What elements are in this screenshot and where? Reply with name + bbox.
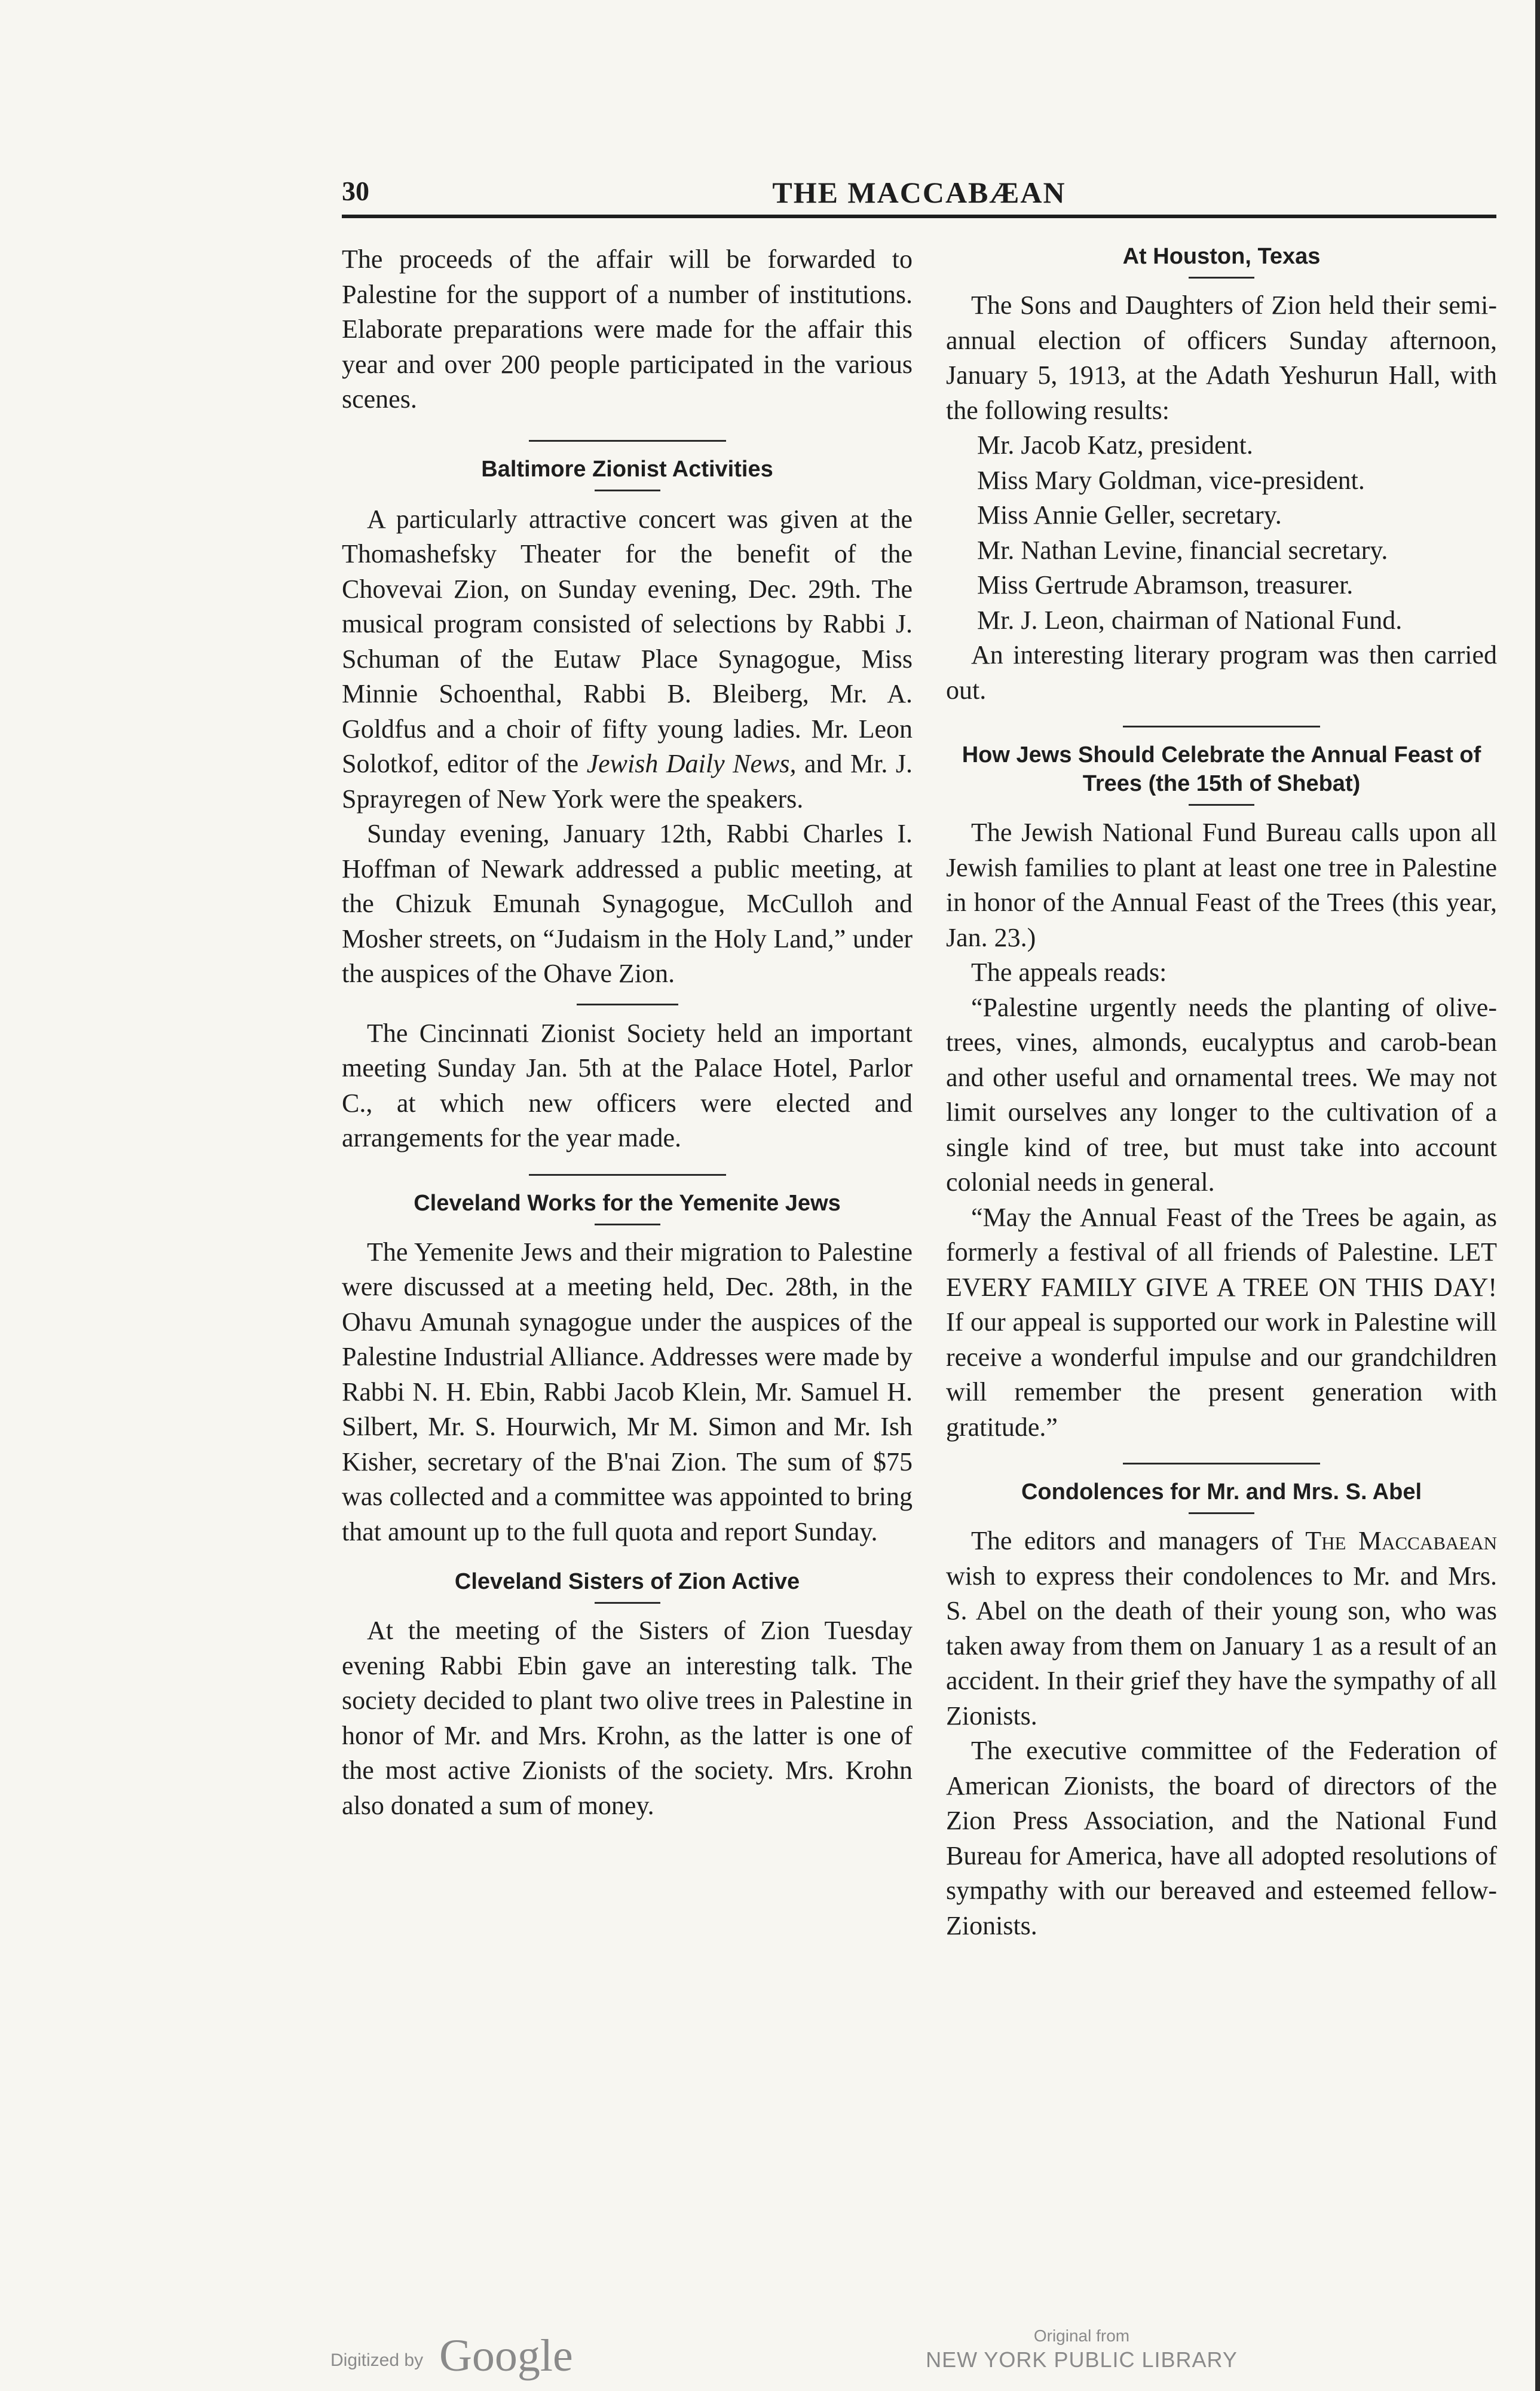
condolences-text-b: wish to express their condolences to Mr. and Mrs. S. Abel on the death of their young son, who was taken away from them on January 1 as a result of an accident. In their grief they have the sympathy of all Zionists. xyxy=(946,1561,1497,1730)
google-logo: Google xyxy=(439,2331,573,2381)
condolences-paragraph-2: The executive committee of the Federation of American Zionists, the board of directors of the Zion Press Association, and the National Fund Bureau for America, have all adopted resolutions of sympathy with our bereaved and esteemed fellow-Zionists. xyxy=(946,1736,1497,1940)
intro-paragraph: The proceeds of the affair will be forwarded to Palestine for the support of a number of institutions. Elaborate preparations were made for the affair this year and over 200 people participated in the various scenes. xyxy=(342,244,913,414)
cleveland-yemenite-paragraph: The Yemenite Jews and their migration to Palestine were discussed at a meeting held, Dec. 28th, in the Ohavu Amunah synagogue under the auspices of the Palestine Industrial Alliance. Addresses were made by Rabbi N. H. Ebin, Rabbi Jacob Klein, Mr. Samuel H. Silbert, Mr. S. Hourwich, Mr M. Simon and Mr. Ish Kisher, secretary of the B'nai Zion. The sum of $75 was collected and a committee was appointed to bring that amount up to the full quota and report Sunday. xyxy=(342,1237,913,1546)
trees-paragraph-4: “May the Annual Feast of the Trees be again, as formerly a festival of all friends of Palestine. LET EVERY FAMILY GIVE A TREE ON THIS DAY! If our appeal is supported our work in Palestine will receive a wonderful impulse and our grandchildren will remember the present generation with gratitude.” xyxy=(946,1202,1497,1442)
officer-line: Miss Gertrude Abramson, treasurer. xyxy=(977,570,1354,600)
page-edge xyxy=(1535,0,1540,2391)
library-watermark xyxy=(920,2325,1243,2373)
journal-title: THE MACCABÆAN xyxy=(772,176,1066,209)
newspaper-title: Jewish Daily News, xyxy=(586,749,797,778)
baltimore-text-a: A particularly attractive concert was given at the Thomashefsky Theater for the benefit of the Chovevai Zion, on Sunday evening, Dec. 29th. The musical program consisted of selections by Rabbi J. Schuman of the Eutaw Place Synagogue, Miss Minnie Schoenthal, Rabbi B. Bleiberg, Mr. A. Goldfus and a choir of fifty young ladies. Mr. Leon Solotkof, editor of the xyxy=(342,504,913,778)
houston-heading: At Houston, Texas xyxy=(1122,244,1321,269)
condolences-paragraph-1 xyxy=(946,1524,1497,1733)
officer-line: Mr. Nathan Levine, financial secretary. xyxy=(977,535,1388,565)
houston-closing: An interesting literary program was then carried out. xyxy=(946,640,1497,705)
baltimore-heading: Baltimore Zionist Activities xyxy=(481,456,773,482)
officer-line: Miss Annie Geller, secretary. xyxy=(977,500,1282,530)
trees-paragraph-3: “Palestine urgently needs the planting of olive-trees, vines, almonds, eucalyptus and carob-bean and other useful and ornamental trees. We may not limit ourselves any longer to the cultivation of a single kind of tree, but must take into account colonial needs in general. xyxy=(946,992,1497,1197)
original-from-text: Original from xyxy=(1033,2326,1130,2345)
officer-line: Mr. Jacob Katz, president. xyxy=(977,430,1253,460)
digitized-by-watermark xyxy=(330,2330,587,2381)
officer-line: Mr. J. Leon, chairman of National Fund. xyxy=(977,605,1403,635)
header-rule xyxy=(342,215,1496,218)
condolences-text-a: The editors and managers of xyxy=(971,1526,1306,1555)
officer-line: Miss Mary Goldman, vice-president. xyxy=(977,465,1365,495)
running-head xyxy=(342,175,1496,212)
journal-name-smallcaps: The Maccabaean xyxy=(1305,1526,1497,1555)
baltimore-paragraph-1 xyxy=(342,502,913,817)
digitized-by-text: Digitized by xyxy=(330,2350,424,2370)
library-name: NEW YORK PUBLIC LIBRARY xyxy=(926,2347,1238,2372)
baltimore-paragraph-2: Sunday evening, January 12th, Rabbi Charles I. Hoffman of Newark addressed a public meeting, at the Chizuk Emunah Synagogue, McCulloh and Mosher streets, on “Judaism in the Holy Land,” under the auspices of the Ohave Zion. xyxy=(342,819,913,988)
condolences-heading: Condolences for Mr. and Mrs. S. Abel xyxy=(1021,1479,1422,1505)
baltimore-text-b: and Mr. J. Sprayregen of New York were the speakers. xyxy=(342,749,913,814)
cleveland-sisters-paragraph: At the meeting of the Sisters of Zion Tuesday evening Rabbi Ebin gave an interesting talk. The society decided to plant two olive trees in Palestine in honor of Mr. and Mrs. Krohn, as the latter is one of the most active Zionists of the society. Mrs. Krohn also donated a sum of money. xyxy=(342,1616,913,1820)
left-column xyxy=(342,242,913,1823)
cleveland-yemenite-heading: Cleveland Works for the Yemenite Jews xyxy=(414,1190,841,1216)
houston-paragraph: The Sons and Daughters of Zion held their semi-annual election of officers Sunday afternoon, January 5, 1913, at the Adath Yeshurun Hall, with the following results: xyxy=(946,291,1497,425)
trees-paragraph-2: The appeals reads: xyxy=(971,958,1167,987)
page-number: 30 xyxy=(342,176,369,206)
right-column xyxy=(946,242,1497,1943)
trees-paragraph-1: The Jewish National Fund Bureau calls upon all Jewish families to plant at least one tree in Palestine in honor of the Annual Feast of the Trees (this year, Jan. 23.) xyxy=(946,818,1497,952)
cleveland-sisters-heading: Cleveland Sisters of Zion Active xyxy=(454,1569,800,1594)
cincinnati-paragraph: The Cincinnati Zionist Society held an important meeting Sunday Jan. 5th at the Palace Hotel, Parlor C., at which new officers were elected and arrangements for the year made. xyxy=(342,1018,913,1152)
trees-heading: How Jews Should Celebrate the Annual Feast of Trees (the 15th of Shebat) xyxy=(962,742,1481,796)
